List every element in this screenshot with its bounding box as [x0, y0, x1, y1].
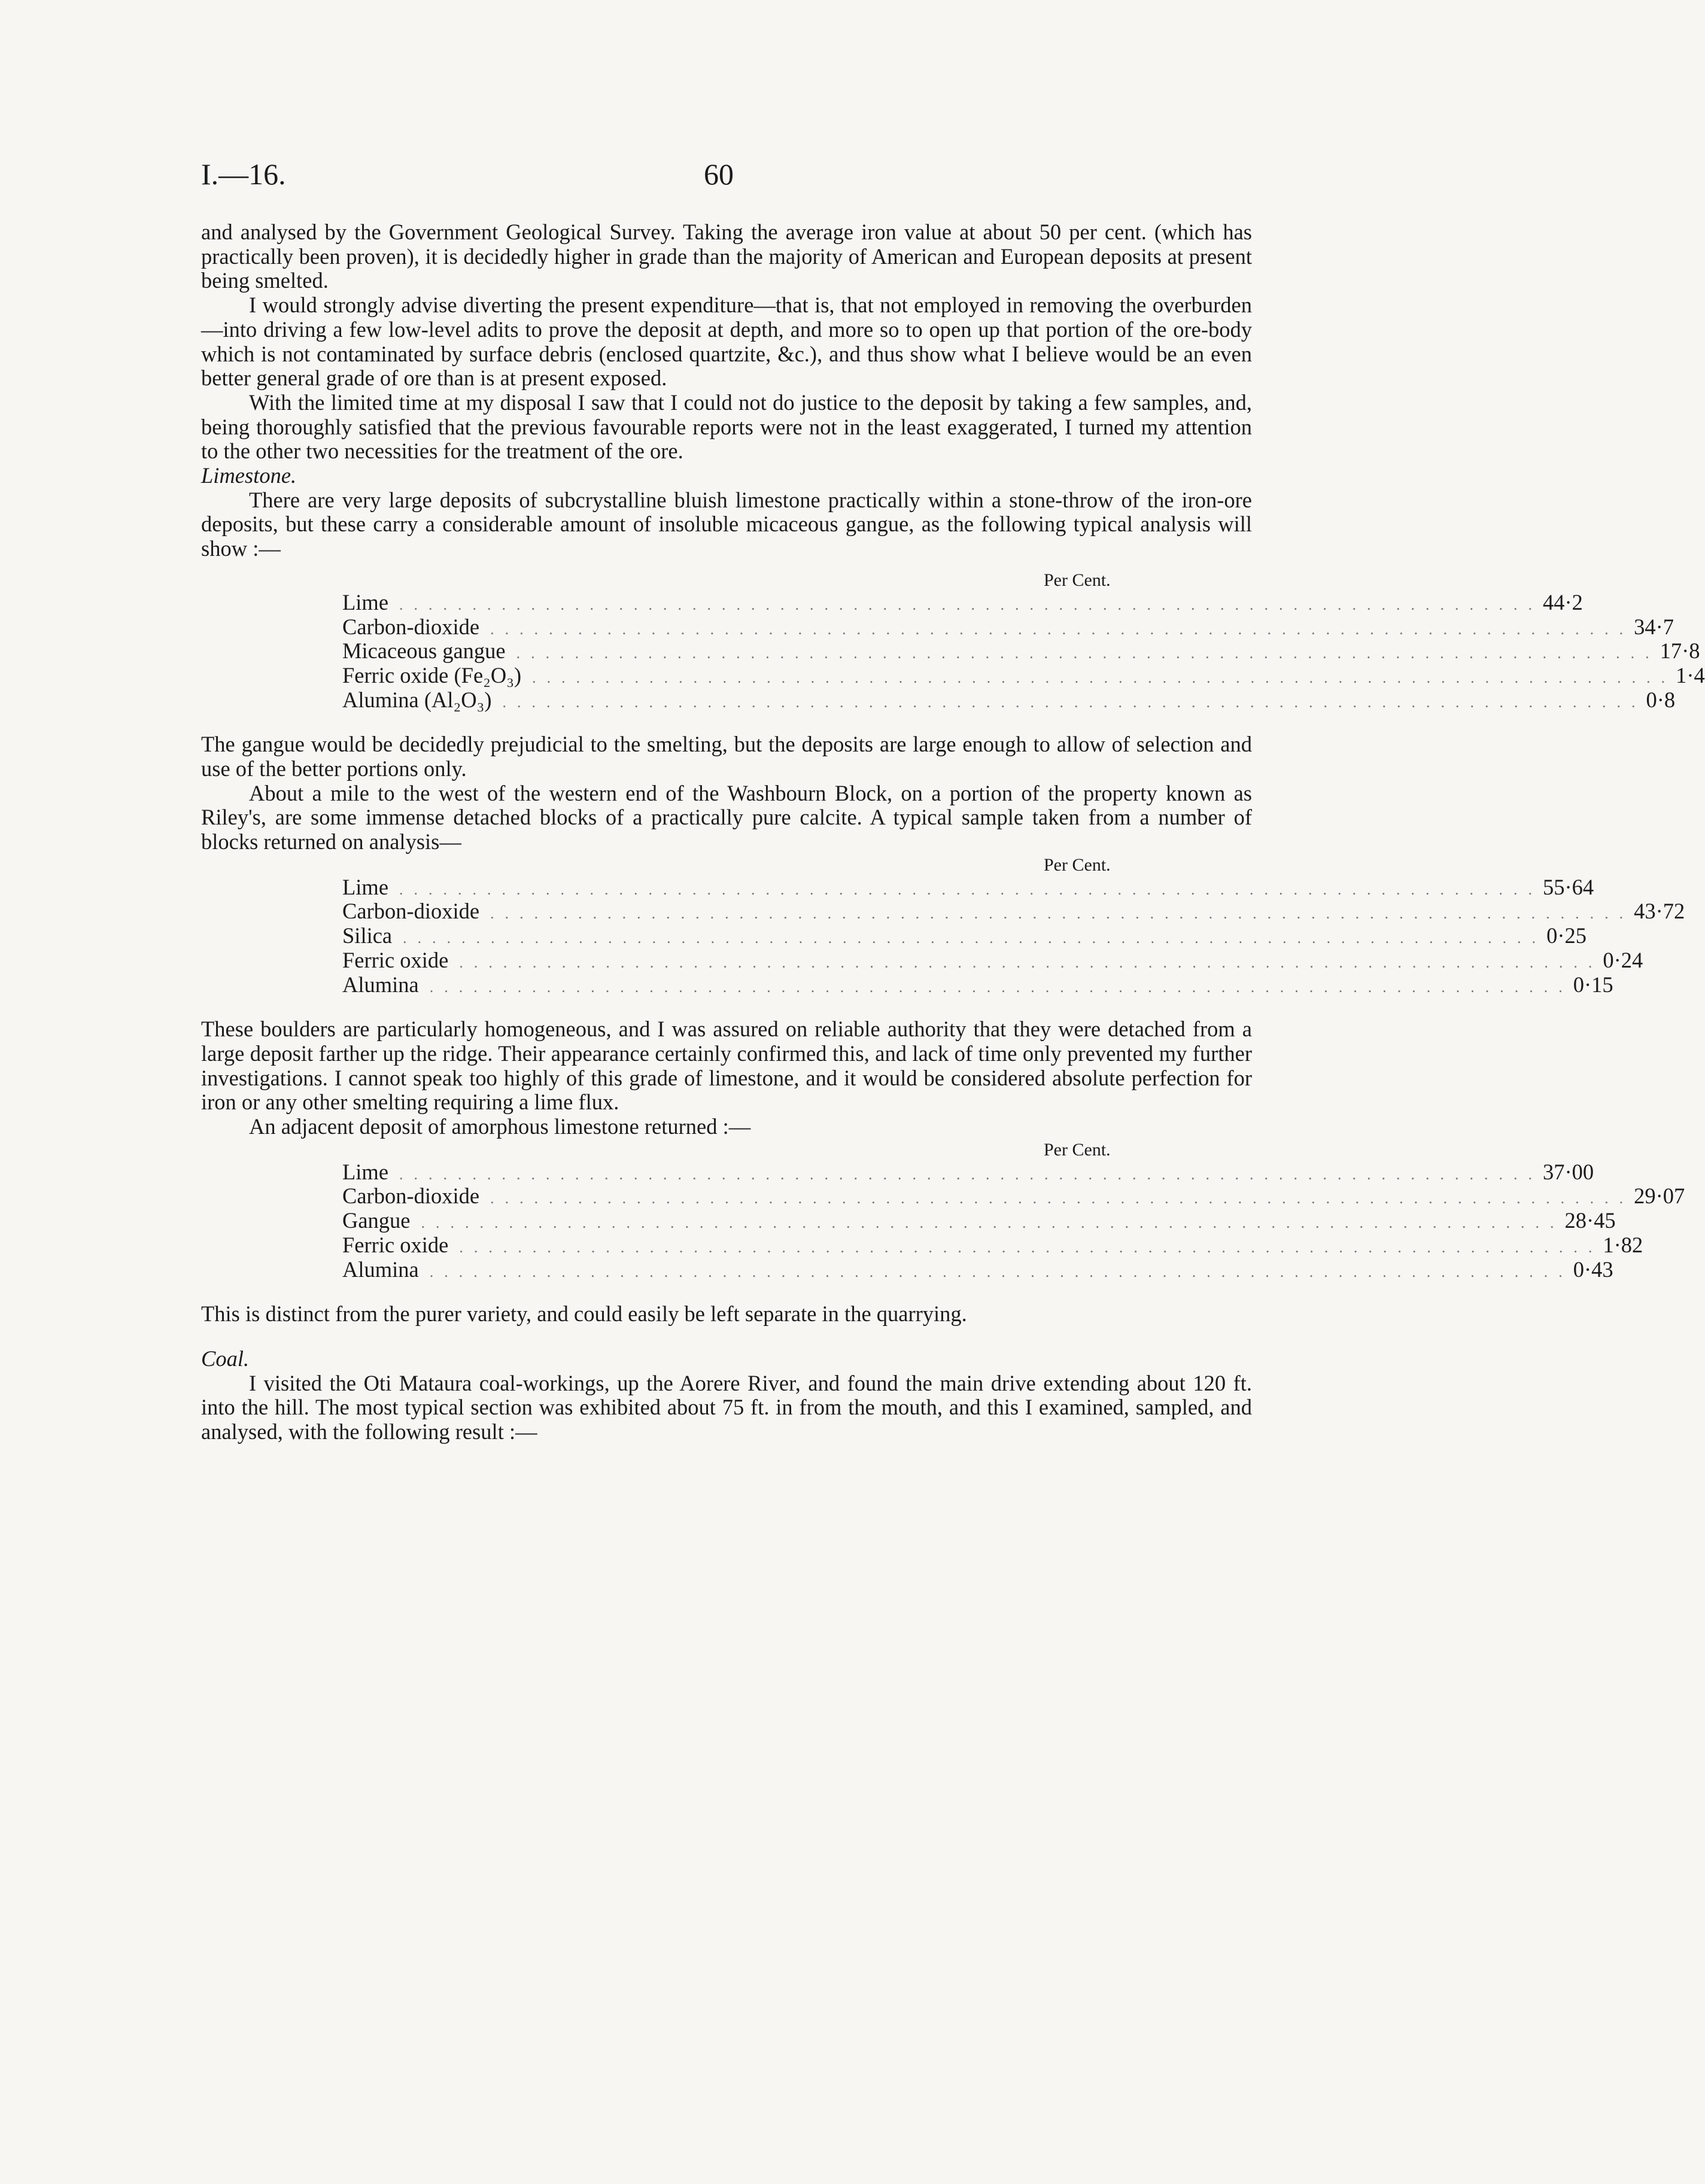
leader-dots: .............................................................................. [399, 595, 1543, 613]
table-row [201, 923, 1587, 948]
leader-dots: .............................................................................. [421, 1214, 1565, 1232]
analysis-table-3 [201, 1139, 1685, 1282]
table-row [201, 874, 1594, 900]
paragraph-2: I would strongly advise diverting the present expenditure—that is, that not employed in removing the overburden—into driving a few low-level adits to prove the deposit at depth, and more so to open up that portion of the ore-body which is not contaminated by surface debris (enclosed quartzite, &c.), and thus show what I believe would be an even better general grade of ore than is at present exposed. [201, 293, 1252, 391]
leader-dots: .............................................................................. [502, 693, 1646, 711]
table-row [201, 687, 1676, 713]
row-label: Silica [342, 923, 393, 948]
analysis-table-1 [201, 570, 1705, 712]
row-label: Carbon-dioxide [342, 899, 480, 924]
paragraph-6: About a mile to the west of the western end of the Washbourn Block, on a portion of the property known as Riley's, are some immense detached blocks of a practically pure calcite. A typical sample taken from a number of blocks returned on analysis— [201, 780, 1252, 854]
row-value: 0·24 [1603, 947, 1643, 972]
table-row [201, 899, 1685, 924]
row-value: 0·25 [1546, 923, 1587, 948]
row-value: 37·00 [1543, 1159, 1594, 1184]
paragraph-9: This is distinct from the purer variety, and could easily be left separate in the quarrying. [201, 1301, 967, 1327]
row-label: Micaceous gangue [342, 638, 506, 664]
paragraph-8: An adjacent deposit of amorphous limestone returned :— [249, 1114, 751, 1139]
page-header [201, 157, 1252, 199]
row-value: 34·7 [1634, 614, 1674, 639]
document-reference: I.—16. [201, 157, 286, 191]
coal-heading: Coal. [201, 1346, 250, 1371]
leader-dots: .............................................................................. [429, 978, 1573, 996]
page-body [201, 220, 1705, 1444]
table-row [201, 614, 1674, 640]
leader-dots: .............................................................................. [399, 1165, 1543, 1183]
table-1-header: Per Cent. [1044, 570, 1111, 590]
leader-dots: .............................................................................. [403, 929, 1547, 947]
paragraph-10: I visited the Oti Mataura coal-workings, up the Aorere River, and found the main drive extending about 120 ft. into the hill. The most typical section was exhibited about 75 ft. in from the mouth, and this I examined, sampled, and analysed, with the following result :— [201, 1370, 1252, 1444]
table-row [201, 1159, 1594, 1185]
leader-dots: .............................................................................. [532, 668, 1676, 686]
leader-dots: .............................................................................. [490, 620, 1634, 638]
table-row [201, 1232, 1643, 1258]
table-row [201, 662, 1705, 688]
leader-dots: .............................................................................. [490, 1190, 1634, 1207]
row-value: 29·07 [1634, 1184, 1685, 1209]
analysis-table-2 [201, 854, 1685, 997]
row-value: 28·45 [1564, 1208, 1616, 1233]
row-value: 55·64 [1543, 874, 1594, 899]
leader-dots: .............................................................................. [459, 953, 1603, 971]
leader-dots: .............................................................................. [429, 1263, 1573, 1280]
leader-dots: .............................................................................. [459, 1238, 1603, 1256]
table-row [201, 1184, 1685, 1209]
paragraph-1: and analysed by the Government Geological Survey. Taking the average iron value at about 50 per cent. (which has practically been proven), it is decidedly higher in grade than the majority of American and European deposits at present being smelted. [201, 220, 1252, 293]
row-value: 17·8 [1660, 638, 1700, 664]
limestone-heading: Limestone. [201, 463, 297, 488]
table-row [201, 638, 1700, 664]
row-label: Ferric oxide [342, 1232, 449, 1257]
paragraph-7: These boulders are particularly homogeneous, and I was assured on reliable authority that they were detached from a large deposit farther up the ridge. Their appearance certainly confirmed this, and lack of time only prevented my further investigations. I cannot speak too highly of this grade of limestone, and it would be considered absolute perfection for iron or any other smelting requiring a lime flux. [201, 1017, 1252, 1115]
row-value: 0·43 [1573, 1257, 1613, 1282]
row-label: Lime [342, 589, 389, 615]
paragraph-4: There are very large deposits of subcrystalline bluish limestone practically within a stone-throw of the iron-ore deposits, but these carry a considerable amount of insoluble micaceous gangue, as the following typical analysis will show :— [201, 487, 1252, 561]
row-label: Carbon-dioxide [342, 614, 480, 639]
row-value: 0·15 [1573, 972, 1613, 997]
row-label: Ferric oxide (Fe₂O₃) [342, 662, 522, 688]
row-label: Carbon-dioxide [342, 1184, 480, 1209]
row-value: 1·4 [1676, 662, 1705, 688]
leader-dots: .............................................................................. [516, 644, 1660, 662]
table-2-header: Per Cent. [1044, 854, 1111, 875]
table-row [201, 1208, 1616, 1233]
table-row [201, 589, 1583, 615]
row-label: Alumina [342, 1257, 419, 1282]
paragraph-3: With the limited time at my disposal I saw that I could not do justice to the deposit by taking a few samples, and, being thoroughly satisfied that the previous favourable reports were not in the least exaggerated, I turned my attention to the other two necessities for the treatment of the ore. [201, 390, 1252, 464]
table-row [201, 1257, 1613, 1282]
row-value: 0·8 [1646, 687, 1676, 712]
paragraph-5: The gangue would be decidedly prejudicial to the smelting, but the deposits are large enough to allow of selection and use of the better portions only. [201, 732, 1252, 781]
row-label: Lime [342, 874, 389, 899]
table-3-header: Per Cent. [1044, 1139, 1111, 1160]
row-value: 1·82 [1603, 1232, 1643, 1257]
row-value: 44·2 [1543, 589, 1583, 615]
page-number: 60 [704, 157, 734, 191]
row-label: Alumina (Al₂O₃) [342, 687, 492, 712]
row-label: Lime [342, 1159, 389, 1184]
table-row [201, 947, 1643, 973]
row-label: Gangue [342, 1208, 411, 1233]
row-value: 43·72 [1634, 899, 1685, 924]
leader-dots: .............................................................................. [399, 880, 1543, 898]
row-label: Ferric oxide [342, 947, 449, 972]
table-row [201, 972, 1613, 997]
leader-dots: .............................................................................. [490, 905, 1634, 923]
row-label: Alumina [342, 972, 419, 997]
